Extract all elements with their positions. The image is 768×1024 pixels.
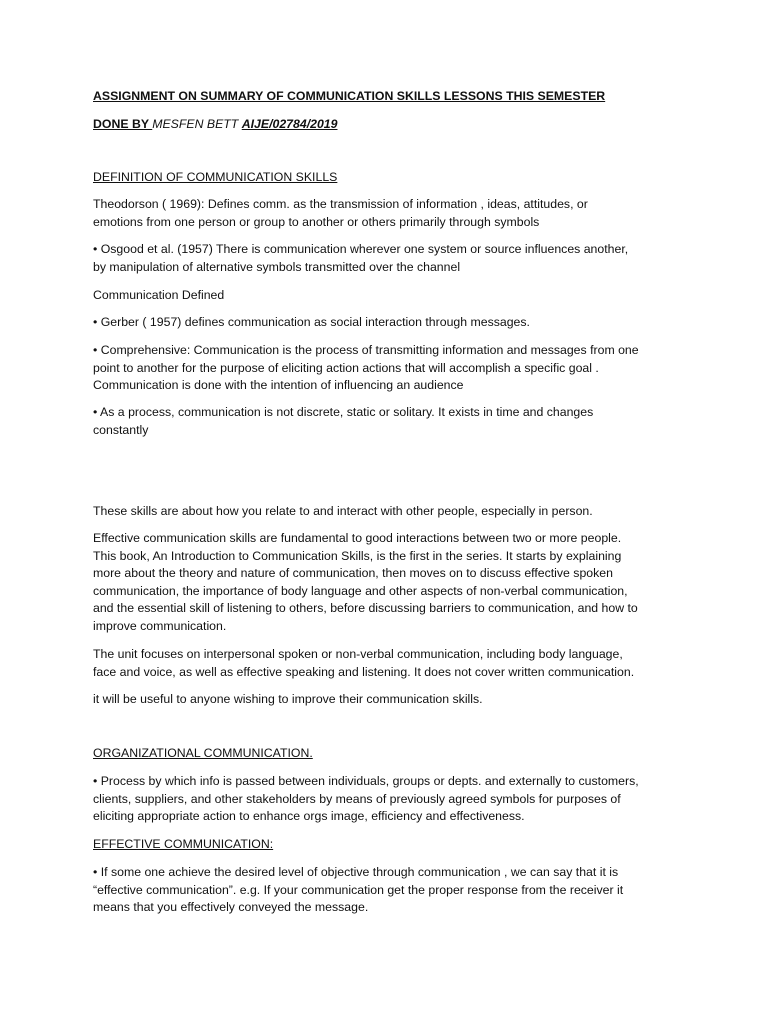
process-paragraph: [93, 404, 693, 439]
theodorson-line: emotions from one person or group to another or others primarily through symbols: [93, 214, 540, 229]
useful-paragraph: it will be useful to anyone wishing to improve their communication skills.: [93, 692, 483, 706]
osgood-paragraph: [93, 241, 693, 276]
effective-skills-line: This book, An Introduction to Communication Skills, is the first in the series. It starts by explaining: [93, 548, 622, 563]
unit-focus-line: The unit focuses on interpersonal spoken or non-verbal communication, including body language,: [93, 647, 623, 661]
registration-number: AIJE/02784/2019: [241, 117, 338, 131]
unit-focus-line: face and voice, as well as effective speaking and listening. It does not cover written communication.: [93, 664, 635, 679]
osgood-line: by manipulation of alternative symbols transmitted over the channel: [93, 259, 461, 274]
comprehensive-line: point to another for the purpose of eliciting action actions that will accomplish a specific goal .: [93, 360, 599, 375]
effective-communication-heading: EFFECTIVE COMMUNICATION:: [93, 837, 274, 851]
skills-relate-paragraph: These skills are about how you relate to and interact with other people, especially in person.: [93, 504, 593, 518]
document-title: ASSIGNMENT ON SUMMARY OF COMMUNICATION SKILLS LESSONS THIS SEMESTER: [93, 89, 606, 103]
effective-communication-paragraph: [93, 864, 693, 917]
process-line: constantly: [93, 422, 149, 437]
unit-focus-paragraph: [93, 646, 693, 681]
effective-skills-line: Effective communication skills are fundamental to good interactions between two or more people.: [93, 531, 622, 545]
organizational-line: eliciting appropriate action to enhance orgs image, efficiency and effectiveness.: [93, 809, 525, 824]
author-name: MESFEN BETT: [152, 117, 242, 131]
comprehensive-paragraph: [93, 342, 693, 395]
effective-skills-line: communication, the importance of body language and other aspects of non-verbal communication,: [93, 583, 628, 598]
author-line: [93, 116, 693, 134]
effective-skills-line: improve communication.: [93, 618, 227, 633]
osgood-line: • Osgood et al. (1957) There is communication wherever one system or source influences another,: [93, 242, 629, 256]
definition-heading: DEFINITION OF COMMUNICATION SKILLS: [93, 170, 338, 184]
comprehensive-line: • Comprehensive: Communication is the process of transmitting information and messages from one: [93, 343, 639, 357]
effective-communication-line: means that you effectively conveyed the message.: [93, 900, 369, 915]
process-line: • As a process, communication is not discrete, static or solitary. It exists in time and changes: [93, 405, 594, 419]
organizational-heading: ORGANIZATIONAL COMMUNICATION.: [93, 746, 313, 760]
organizational-line: • Process by which info is passed between individuals, groups or depts. and externally to customers,: [93, 774, 639, 788]
communication-defined-label: Communication Defined: [93, 288, 225, 302]
theodorson-line: Theodorson ( 1969): Defines comm. as the transmission of information , ideas, attitudes, or: [93, 197, 588, 211]
organizational-paragraph: [93, 773, 693, 826]
gerber-paragraph: • Gerber ( 1957) defines communication as social interaction through messages.: [93, 315, 530, 329]
organizational-line: clients, suppliers, and other stakeholders by means of previously agreed symbols for purposes of: [93, 791, 621, 806]
theodorson-paragraph: [93, 196, 693, 231]
effective-skills-line: and the essential skill of listening to others, before discussing barriers to communication, and how to: [93, 601, 638, 616]
effective-communication-line: • If some one achieve the desired level of objective through communication , we can say that it is: [93, 865, 619, 879]
effective-communication-line: “effective communication”. e.g. If your communication get the proper response from the receiver it: [93, 882, 624, 897]
effective-skills-paragraph: [93, 530, 693, 636]
effective-skills-line: more about the theory and nature of communication, then moves on to discuss effective spoken: [93, 566, 613, 581]
comprehensive-line: Communication is done with the intention of influencing an audience: [93, 378, 464, 393]
done-by-label: DONE BY: [93, 117, 153, 131]
